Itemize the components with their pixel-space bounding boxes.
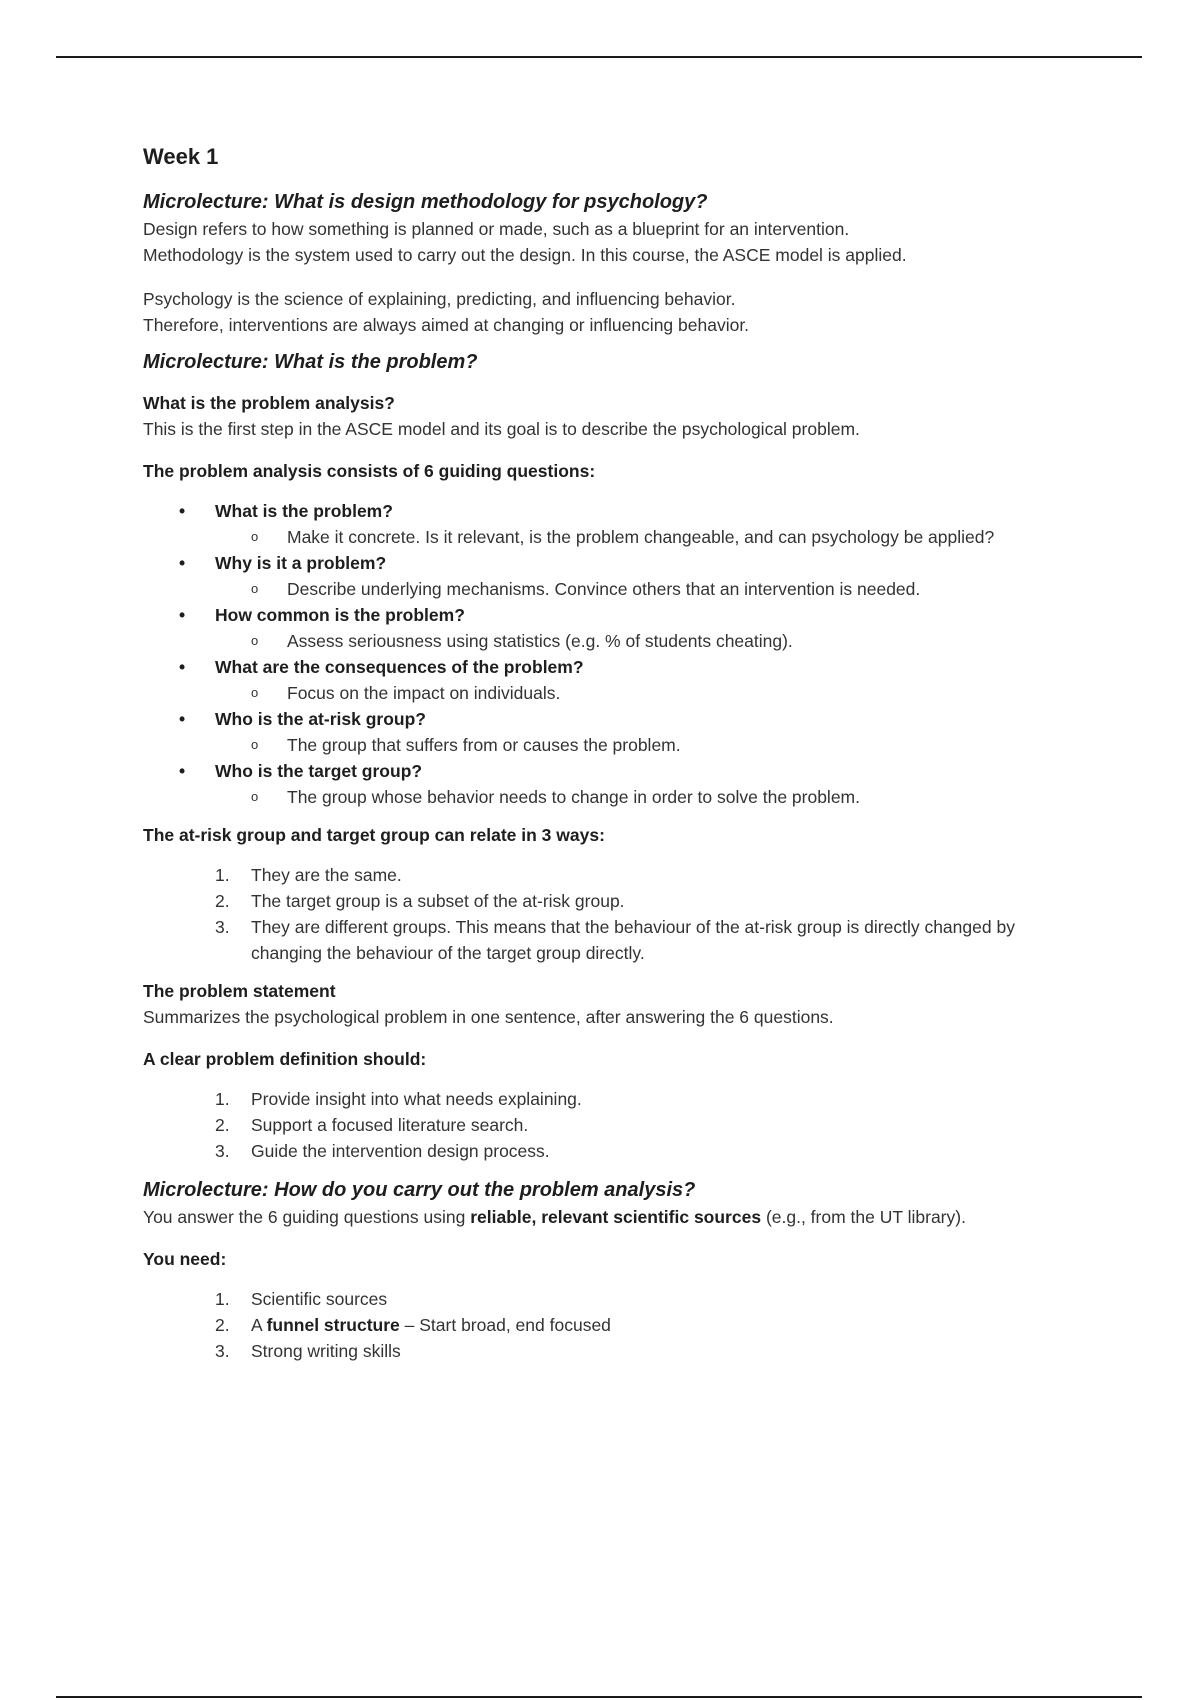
footer-rule xyxy=(56,1696,1142,1698)
bullet-icon: • xyxy=(179,605,186,625)
list-item: 1. Provide insight into what needs explaining. xyxy=(215,1089,582,1109)
circle-bullet-icon: o xyxy=(251,633,259,648)
section2-heading: Microlecture: What is the problem? xyxy=(143,351,478,373)
question-detail: o The group whose behavior needs to change in order to solve the problem. xyxy=(215,784,1063,810)
bullet-icon: • xyxy=(179,657,186,677)
list-item: 3. They are different groups. This means that the behaviour of the at-risk group is directly changed by changing the behaviour of the target group directly. xyxy=(215,917,1015,963)
list-item: 3. Strong writing skills xyxy=(215,1341,401,1361)
relate-heading: The at-risk group and target group can relate in 3 ways: xyxy=(143,825,605,845)
bullet-icon: • xyxy=(179,553,186,573)
week-title: Week 1 xyxy=(143,144,219,169)
question-detail: o The group that suffers from or causes the problem. xyxy=(215,732,1063,758)
bullet-icon: • xyxy=(179,761,186,781)
definition-heading: A clear problem definition should: xyxy=(143,1049,427,1069)
section1-p3: Psychology is the science of explaining, predicting, and influencing behavior. xyxy=(143,289,736,309)
statement-heading: The problem statement xyxy=(143,981,336,1001)
section3-heading: Microlecture: How do you carry out the problem analysis? xyxy=(143,1179,696,1201)
question-item xyxy=(143,706,1063,758)
definition-list xyxy=(143,1086,1063,1164)
document-body xyxy=(143,142,1063,1364)
question-text: How common is the problem? xyxy=(215,605,465,625)
section1-p4: Therefore, interventions are always aimed at changing or influencing behavior. xyxy=(143,315,750,335)
question-text: Why is it a problem? xyxy=(215,553,387,573)
circle-bullet-icon: o xyxy=(251,789,259,804)
list-item: 2. Support a focused literature search. xyxy=(215,1115,529,1135)
list-item: 1. Scientific sources xyxy=(215,1289,388,1309)
circle-bullet-icon: o xyxy=(251,581,259,596)
section1-p1: Design refers to how something is planned or made, such as a blueprint for an intervention. xyxy=(143,219,850,239)
relate-list xyxy=(143,862,1063,966)
list-item: 3. Guide the intervention design process. xyxy=(215,1141,550,1161)
need-heading: You need: xyxy=(143,1249,227,1269)
question-item xyxy=(143,550,1063,602)
questions-heading: The problem analysis consists of 6 guiding questions: xyxy=(143,461,596,481)
list-item: 2. The target group is a subset of the at-risk group. xyxy=(215,891,625,911)
section3-text: You answer the 6 guiding questions using reliable, relevant scientific sources (e.g., from the UT library). xyxy=(143,1207,966,1227)
list-item: 1. They are the same. xyxy=(215,865,402,885)
analysis-text: This is the first step in the ASCE model and its goal is to describe the psychological problem. xyxy=(143,419,860,439)
question-text: Who is the target group? xyxy=(215,761,423,781)
bullet-icon: • xyxy=(179,709,186,729)
question-detail: o Assess seriousness using statistics (e.g. % of students cheating). xyxy=(215,628,1063,654)
question-detail: o Focus on the impact on individuals. xyxy=(215,680,1063,706)
question-item xyxy=(143,498,1063,550)
question-item xyxy=(143,758,1063,810)
analysis-heading: What is the problem analysis? xyxy=(143,393,395,413)
question-text: Who is the at-risk group? xyxy=(215,709,426,729)
guiding-questions-list xyxy=(143,498,1063,810)
question-detail: o Make it concrete. Is it relevant, is the problem changeable, and can psychology be applied? xyxy=(215,524,1063,550)
circle-bullet-icon: o xyxy=(251,737,259,752)
circle-bullet-icon: o xyxy=(251,529,259,544)
question-detail: o Describe underlying mechanisms. Convince others that an intervention is needed. xyxy=(215,576,1063,602)
section1-heading: Microlecture: What is design methodology for psychology? xyxy=(143,191,708,213)
list-item: 2. A funnel structure – Start broad, end focused xyxy=(215,1315,611,1335)
question-item xyxy=(143,602,1063,654)
question-item xyxy=(143,654,1063,706)
need-list xyxy=(143,1286,1063,1364)
circle-bullet-icon: o xyxy=(251,685,259,700)
header-rule xyxy=(56,56,1142,58)
question-text: What is the problem? xyxy=(215,501,393,521)
bullet-icon: • xyxy=(179,501,186,521)
section1-p2: Methodology is the system used to carry out the design. In this course, the ASCE model is applied. xyxy=(143,245,907,265)
question-text: What are the consequences of the problem? xyxy=(215,657,584,677)
statement-text: Summarizes the psychological problem in one sentence, after answering the 6 questions. xyxy=(143,1007,834,1027)
